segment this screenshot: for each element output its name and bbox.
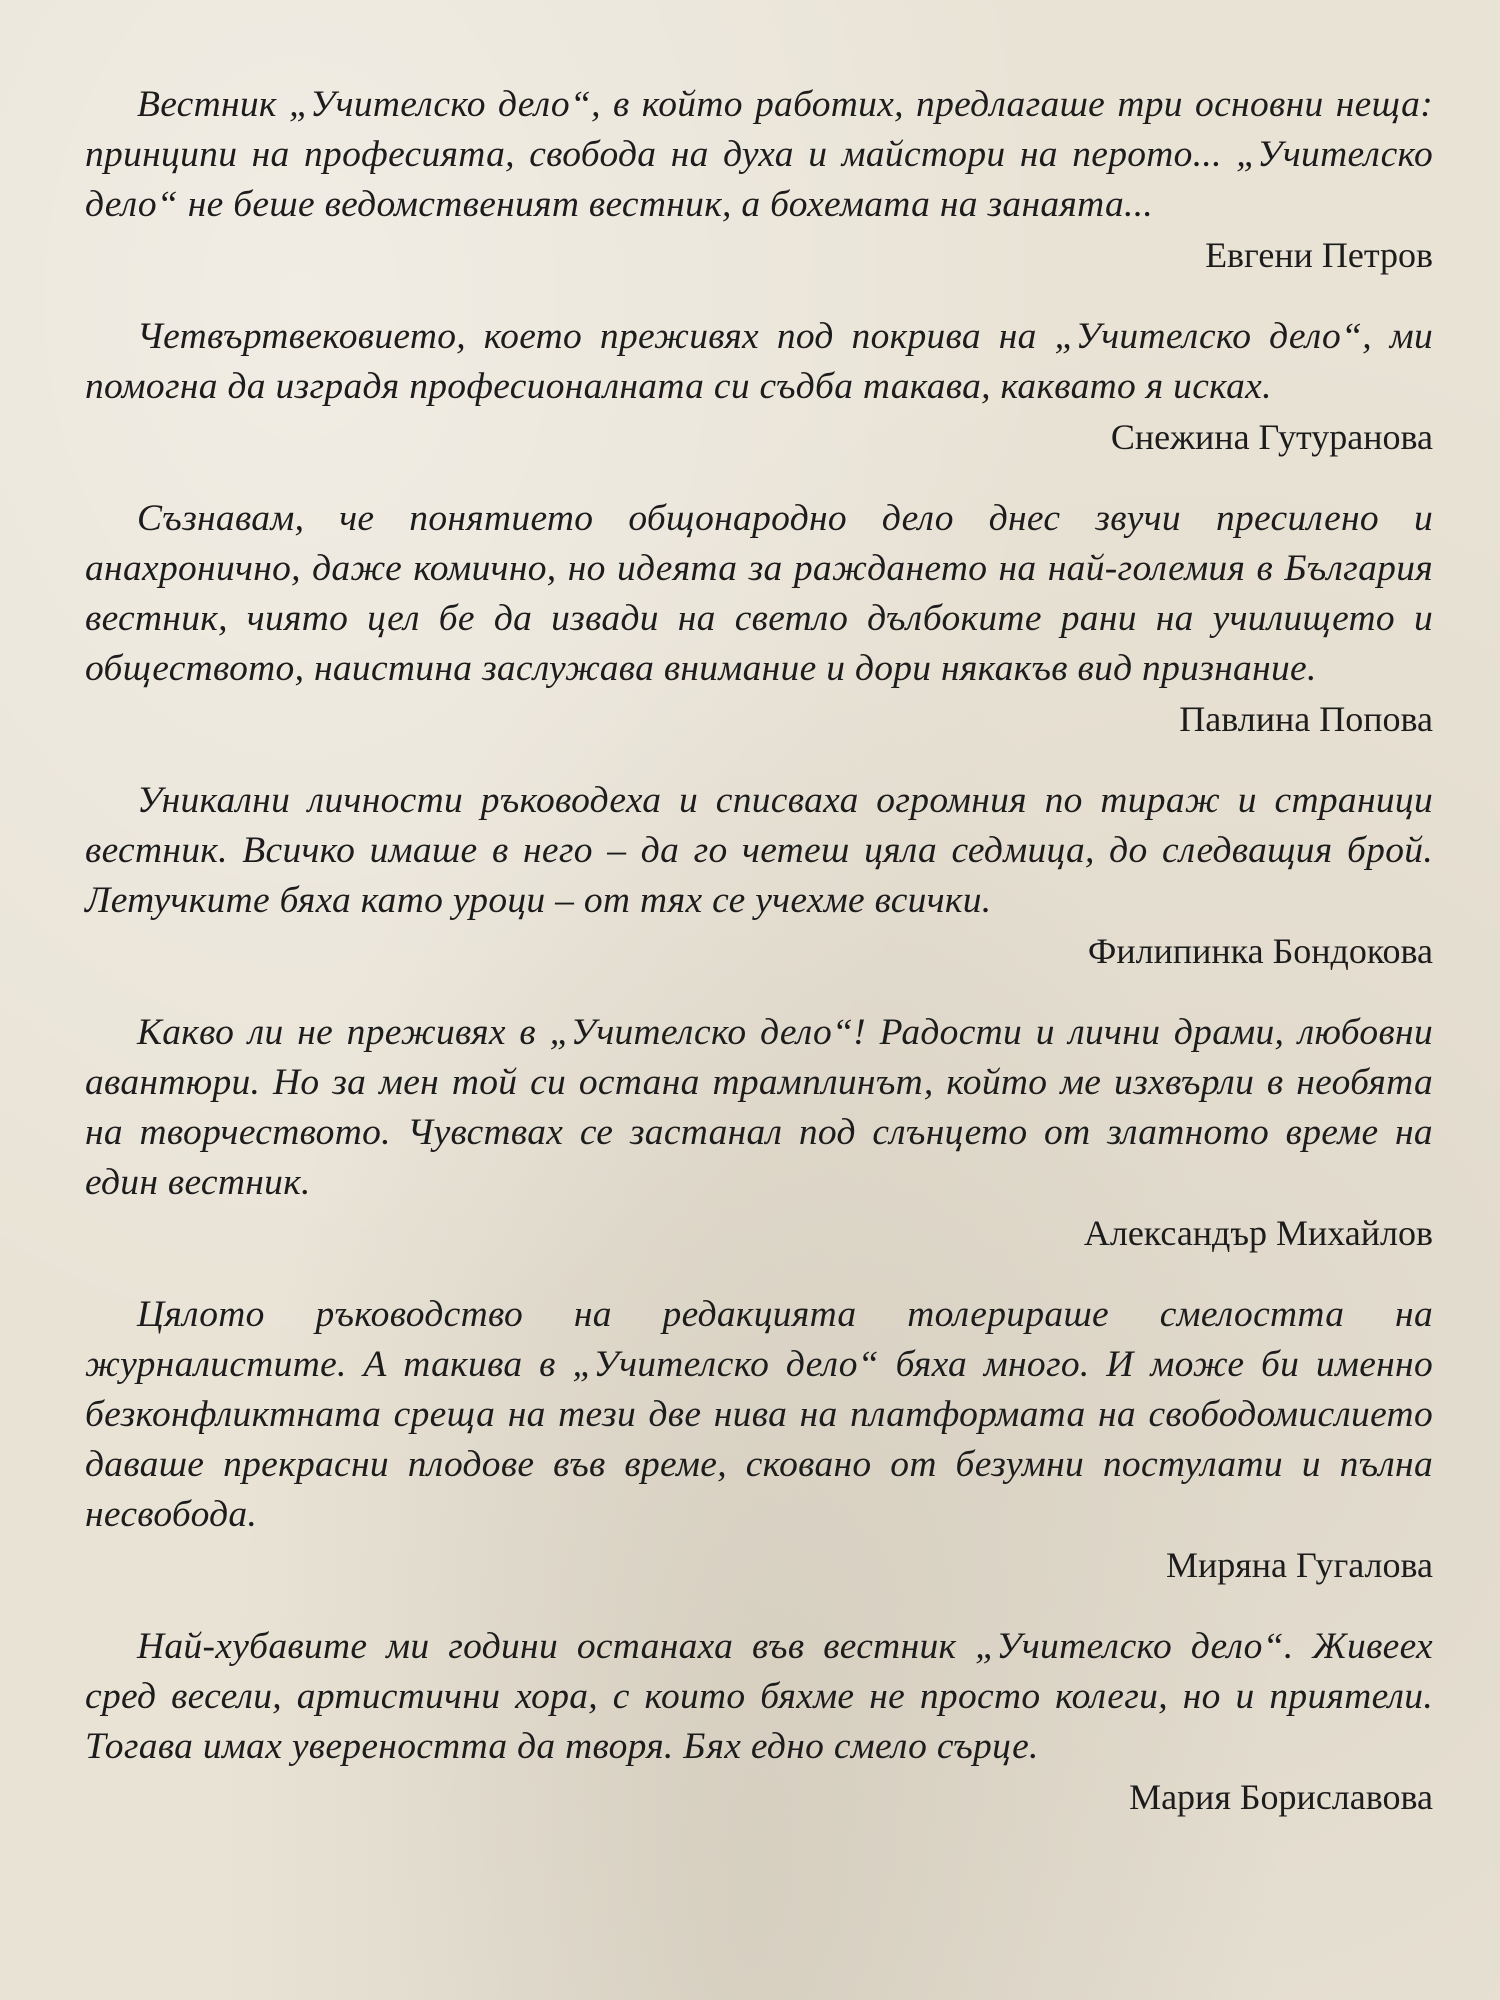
- testimonial-quote: Уникални личности ръководеха и списваха огромния по тираж и страници вестник. Всичко имаше в него – да го четеш цяла седмица, до следващия брой. Летучките бяха като уроци – от тях се учехме всички.: [85, 780, 1433, 921]
- testimonial-author: Павлина Попова: [1179, 699, 1433, 739]
- testimonial-entry: [85, 1290, 1433, 1588]
- testimonial-entry: [85, 776, 1433, 974]
- testimonial-author: Александър Михайлов: [1083, 1213, 1433, 1253]
- testimonial-entry: [85, 1008, 1433, 1256]
- testimonial-author: Миряна Гугалова: [1165, 1545, 1433, 1585]
- testimonial-entry: [85, 494, 1433, 742]
- testimonial-quote: Какво ли не преживях в „Учителско дело“! Радости и лични драми, любовни авантюри. Но за мен той си остана трамплинът, който ме изхвърли в необята на творчеството. Чувствах се застанал под слънцето от златното време на един вестник.: [85, 1012, 1433, 1203]
- testimonial-entry: [85, 1622, 1433, 1820]
- testimonial-quote: Най-хубавите ми години останаха във вестник „Учителско дело“. Живеех сред весели, артистични хора, с които бяхме не просто колеги, но и приятели. Тогава имах увереността да творя. Бях едно смело сърце.: [85, 1626, 1433, 1767]
- testimonial-author: Филипинка Бондокова: [1087, 931, 1433, 971]
- testimonial-author: Снежина Гутуранова: [1110, 417, 1433, 457]
- testimonial-quote: Съзнавам, че понятието общонародно дело днес звучи пресилено и анахронично, даже комично, но идеята за раждането на най-големия в България вестник, чиято цел бе да извади на светло дълбоките рани на училището и обществото, наистина заслужава внимание и дори някакъв вид признание.: [85, 498, 1433, 689]
- testimonial-entry: [85, 312, 1433, 460]
- testimonial-entry: [85, 80, 1433, 278]
- testimonials-page: [85, 80, 1433, 1854]
- testimonial-quote: Четвъртвековието, което преживях под покрива на „Учителско дело“, ми помогна да изградя професионалната си съдба такава, каквато я исках.: [85, 316, 1433, 407]
- testimonial-quote: Цялото ръководство на редакцията толерираше смелостта на журналистите. А такива в „Учителско дело“ бяха много. И може би именно безконфликтната среща на тези две нива на платформата на свободомислието даваше прекрасни плодове във време, сковано от безумни постулати и пълна несвобода.: [85, 1294, 1433, 1535]
- testimonial-quote: Вестник „Учителско дело“, в който работих, предлагаше три основни неща: принципи на професията, свобода на духа и майстори на перото... „Учителско дело“ не беше ведомственият вестник, а бохемата на занаята...: [85, 84, 1433, 225]
- testimonial-author: Евгени Петров: [1205, 235, 1433, 275]
- testimonial-author: Мария Бориславова: [1129, 1777, 1433, 1817]
